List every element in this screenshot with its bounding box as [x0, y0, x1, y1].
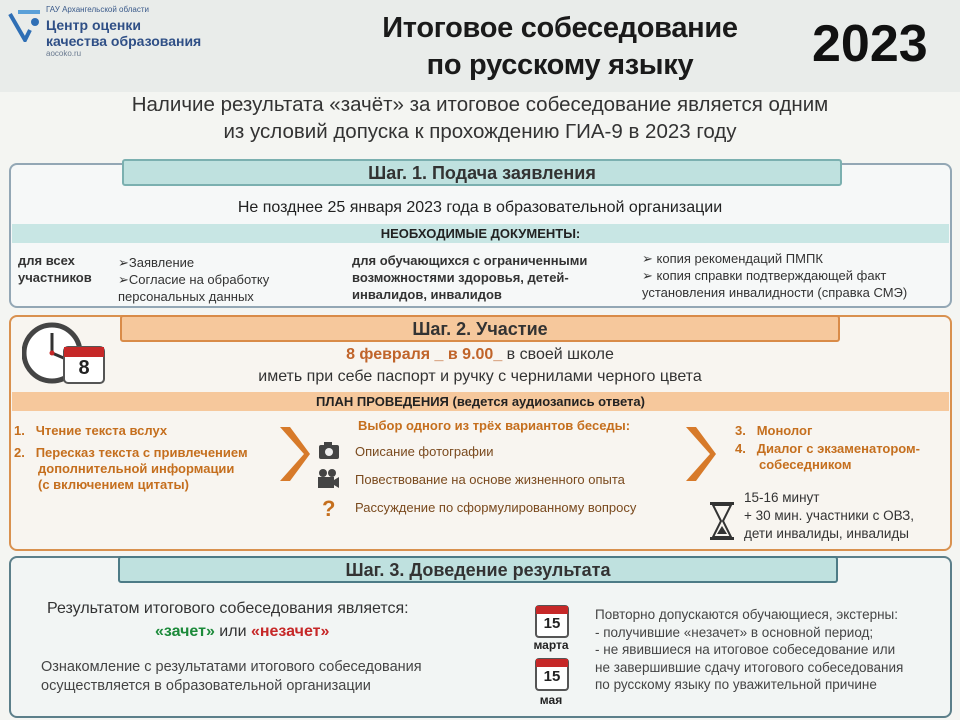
option-reasoning: Рассуждение по сформулированному вопросу — [355, 500, 637, 515]
exam-date: 8 февраля _ в 9.00_ в своей школе — [346, 346, 614, 363]
chevron-right-icon — [276, 423, 310, 485]
step1-deadline: Не позднее 25 января 2023 года в образовательной организации — [237, 199, 723, 216]
step1-title: Шаг. 1. Подача заявления — [122, 159, 842, 186]
chevron-right-icon — [682, 423, 716, 485]
task-2: 2. Пересказ текста с привлечением дополнительной информации (с включением цитаты) — [14, 445, 248, 492]
option-narrative: Повествование на основе жизненного опыта — [355, 472, 625, 487]
task-4: 4. Диалог с экзаменатором- собеседником — [735, 441, 920, 472]
arrow-bullet-icon: ➢ — [642, 251, 657, 266]
date1-month: марта — [533, 638, 569, 652]
step3-title: Шаг. 3. Доведение результата — [118, 556, 838, 583]
date1-day: 15 — [543, 615, 561, 632]
org-region: ГАУ Архангельской области — [46, 5, 149, 14]
hourglass-icon — [708, 501, 736, 541]
ovz-participants-label: для обучающихся с ограниченными возможностями здоровья, детей- инвалидов, инвалидов — [352, 253, 588, 302]
date2-day: 15 — [543, 668, 561, 685]
result-values: «зачет» или «незачет» — [155, 623, 330, 640]
arrow-bullet-icon: ➢ — [118, 272, 129, 287]
passport-note: иметь при себе паспорт и ручку с чернилами черного цвета — [258, 368, 702, 385]
results-notice: Ознакомление с результатами итогового собеседования осуществляется в образовательной организации — [41, 659, 422, 694]
question-icon: ? — [322, 496, 336, 521]
page-title: Итоговое собеседование по русскому языку — [382, 12, 738, 81]
retake-info: Повторно допускаются обучающиеся, экстерны: - получившие «незачет» в основной период; - не явившиеся на итоговое собеседование или не завершившие сдачу итогового собеседования по русскому языку по уважительной причине — [595, 607, 904, 692]
task-1: 1. Чтение текста вслух — [14, 423, 168, 438]
intro-text: Наличие результата «зачёт» за итоговое собеседование является одним из условий допуска к прохождению ГИА-9 в 2023 году — [131, 93, 829, 143]
calendar-may-icon — [534, 657, 570, 693]
arrow-bullet-icon: ➢ — [642, 268, 657, 283]
plan-header: ПЛАН ПРОВЕДЕНИЯ (ведется аудиозапись ответа) — [12, 392, 949, 411]
ovz-participants-docs: ➢ копия рекомендаций ПМПК ➢ копия справки подтверждающей факт установления инвалидности (справка СМЭ) — [642, 251, 908, 300]
arrow-bullet-icon: ➢ — [118, 255, 129, 270]
all-participants-docs: ➢Заявление ➢Согласие на обработку персональных данных — [118, 255, 270, 304]
film-camera-icon — [316, 468, 340, 490]
photo-icon — [318, 441, 340, 461]
result-intro: Результатом итогового собеседования является: — [47, 600, 409, 617]
duration-info: 15-16 минут + 30 мин. участники с ОВЗ, дети инвалиды, инвалиды — [744, 490, 915, 541]
date2-month: мая — [539, 693, 563, 707]
calendar-march-icon — [534, 604, 570, 640]
documents-header: НЕОБХОДИМЫЕ ДОКУМЕНТЫ: — [12, 224, 949, 243]
org-site: aocoko.ru — [46, 49, 82, 58]
org-name-line2: качества образования — [46, 33, 202, 49]
org-name-line1: Центр оценки — [46, 17, 141, 33]
calendar-day: 8 — [78, 357, 90, 379]
choice-header: Выбор одного из трёх вариантов беседы: — [358, 418, 631, 433]
option-photo: Описание фотографии — [355, 444, 494, 459]
all-participants-label: для всех участников — [18, 253, 92, 285]
step2-title: Шаг. 2. Участие — [120, 315, 840, 342]
logo-icon — [8, 8, 42, 42]
task-3: 3. Монолог — [735, 423, 813, 438]
year-badge: 2023 — [812, 15, 928, 73]
calendar-icon — [62, 343, 106, 385]
